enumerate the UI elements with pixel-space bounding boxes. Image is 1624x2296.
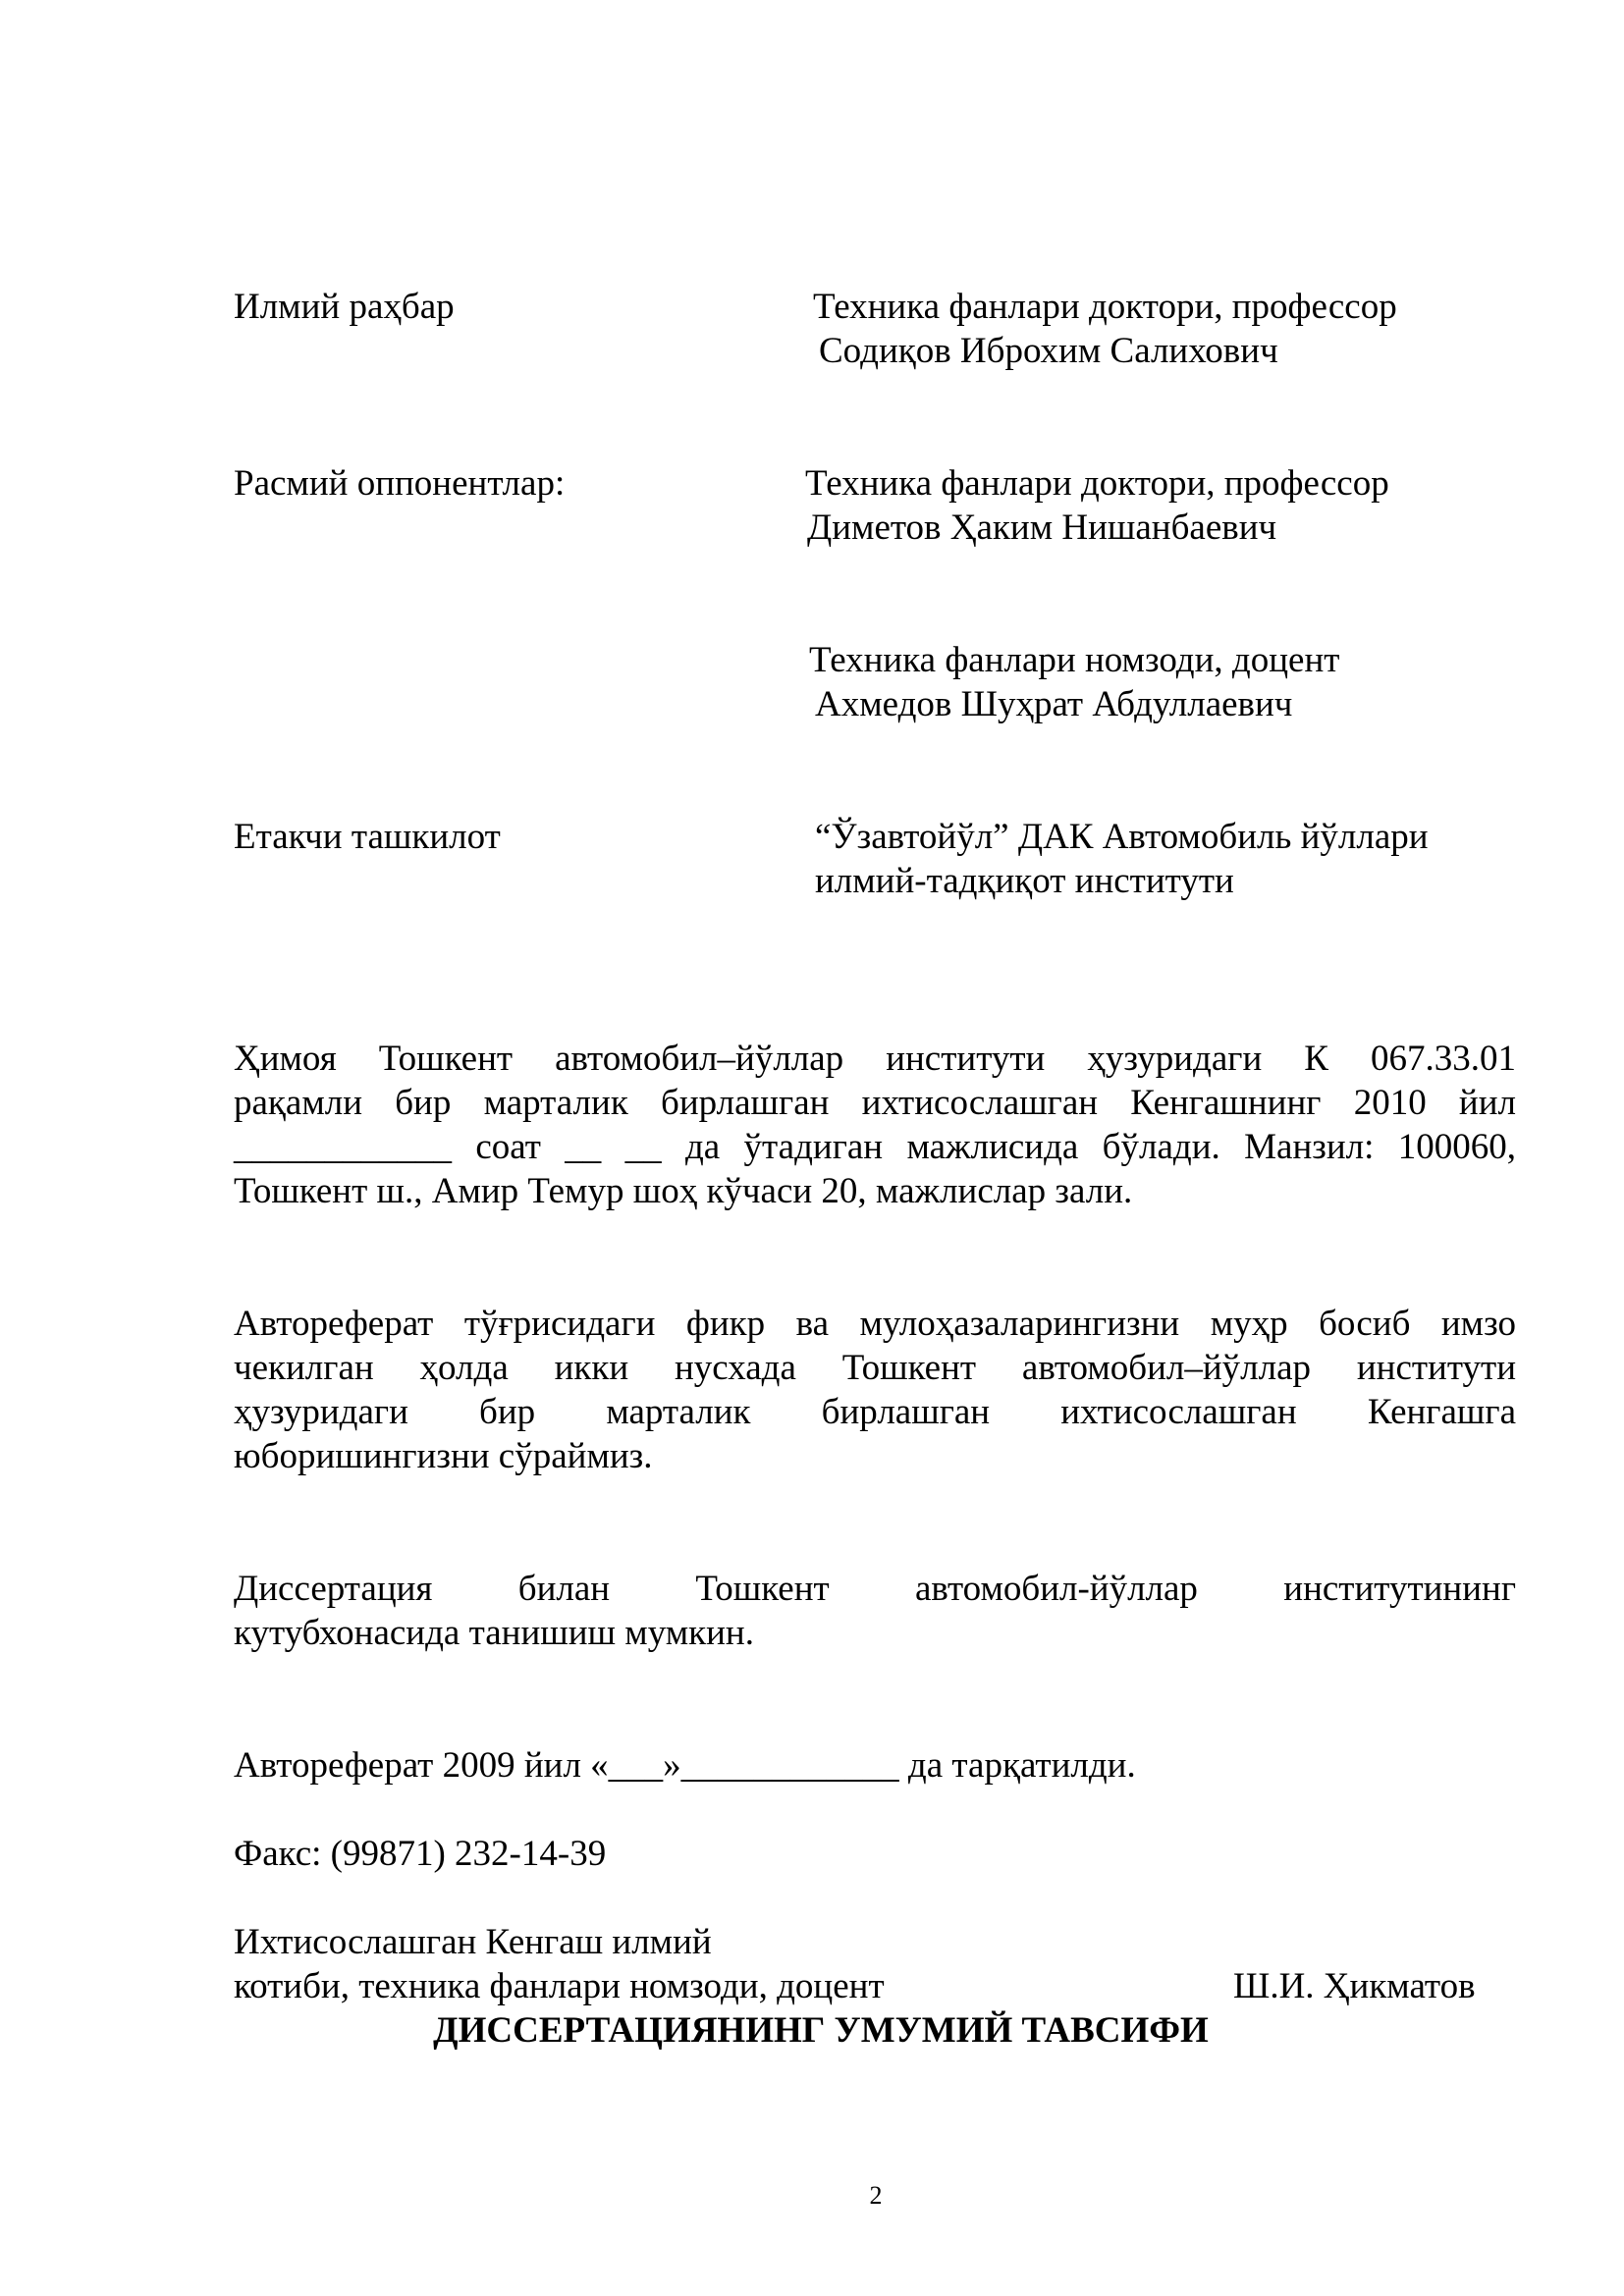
defense-line-2: рақамли бир марталик бирлашган ихтисослашган Кенгашнинг 2010 йил (234, 1083, 1516, 1123)
secretary-line-1: Ихтисослашган Кенгаш илмий (234, 1922, 712, 1962)
defense-line-1: Ҳимоя Тошкент автомобил–йўллар институти ҳузуридаги К 067.33.01 (234, 1039, 1516, 1079)
section-heading: ДИССЕРТАЦИЯНИНГ УМУМИЙ ТАВСИФИ (433, 2010, 1209, 2051)
dissertation-access-line-1: Диссертация билан Тошкент автомобил-йўллар институтининг (234, 1569, 1516, 1609)
defense-line-4: Тошкент ш., Амир Темур шоҳ кўчаси 20, мажлислар зали. (234, 1171, 1133, 1211)
leading-org-line2: илмий-тадқиқот институти (815, 861, 1234, 901)
supervisor-label: Илмий раҳбар (234, 287, 455, 327)
abstract-request-line-4: юборишингизни сўраймиз. (234, 1436, 653, 1476)
distribution-line: Автореферат 2009 йил «___»____________ да тарқатилди. (234, 1745, 1136, 1786)
secretary-line-2: котиби, техника фанлари номзоди, доцент (234, 1966, 885, 2006)
opponents-label: Расмий оппонентлар: (234, 463, 566, 504)
supervisor-title: Техника фанлари доктори, профессор (813, 287, 1397, 327)
abstract-request-line-2: чекилган ҳолда икки нусхада Тошкент автомобил–йўллар институти (234, 1348, 1516, 1388)
opponent-2-title: Техника фанлари номзоди, доцент (809, 640, 1340, 680)
abstract-request-line-1: Автореферат тўғрисидаги фикр ва мулоҳазаларингизни муҳр босиб имзо (234, 1304, 1516, 1344)
defense-paragraph (234, 1037, 1516, 1213)
defense-line-3: ____________ соат __ __ да ўтадиган мажлисида бўлади. Манзил: 100060, (234, 1127, 1516, 1167)
dissertation-access-line-2: кутубхонасида танишиш мумкин. (234, 1613, 754, 1653)
fax-line: Факс: (99871) 232-14-39 (234, 1834, 607, 1874)
page-number: 2 (869, 2181, 883, 2210)
abstract-request-paragraph (234, 1302, 1516, 1478)
opponent-1-name: Диметов Ҳаким Нишанбаевич (807, 507, 1277, 548)
opponent-1-title: Техника фанлари доктори, профессор (805, 463, 1389, 504)
supervisor-name: Содиқов Иброхим Салихович (819, 331, 1278, 371)
dissertation-access-paragraph (234, 1567, 1516, 1655)
opponent-2-name: Ахмедов Шуҳрат Абдуллаевич (815, 684, 1293, 724)
leading-org-line1: “Ўзавтойўл” ДАК Автомобиль йўллари (815, 817, 1429, 857)
secretary-name: Ш.И. Ҳикматов (1233, 1966, 1476, 2006)
leading-org-label: Етакчи ташкилот (234, 817, 501, 857)
abstract-request-line-3: ҳузуридаги бир марталик бирлашган ихтисослашган Кенгашга (234, 1392, 1516, 1432)
